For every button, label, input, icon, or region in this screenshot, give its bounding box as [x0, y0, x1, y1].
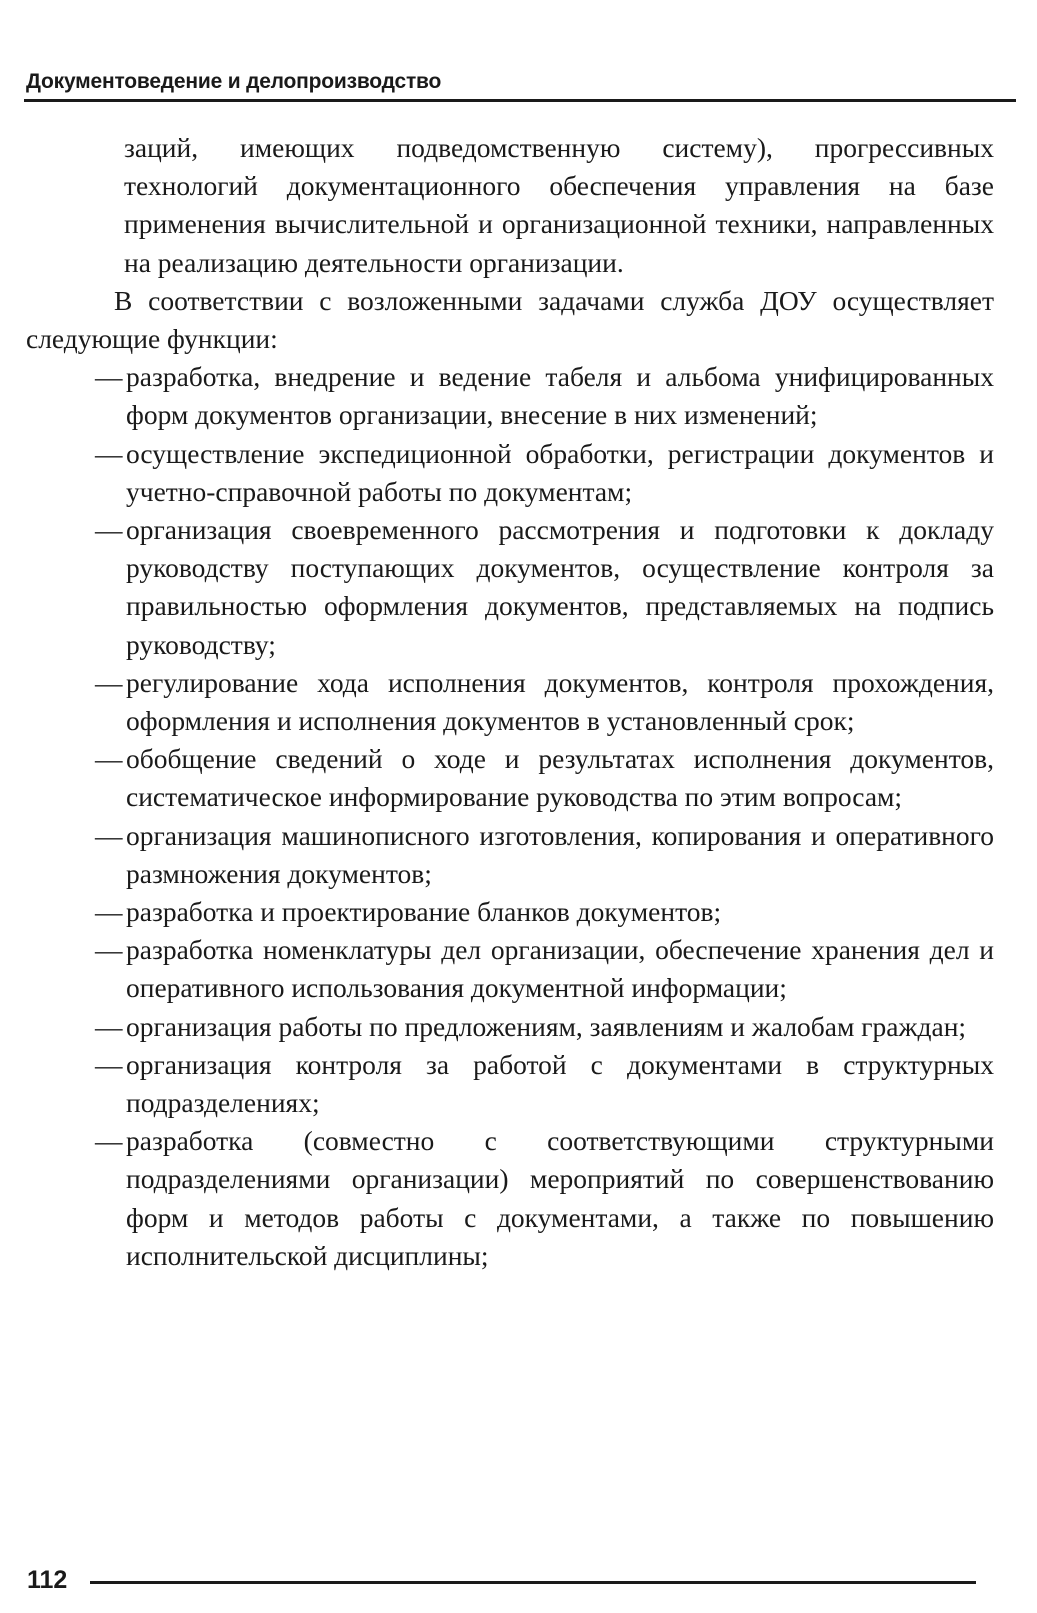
list-dash: —: [95, 514, 123, 546]
list-item: [0, 931, 1037, 1007]
footer-rule: [90, 1581, 976, 1584]
list-item-text: организация контроля за работой с документами в структурных подразделениях;: [126, 1048, 994, 1119]
list-item: [0, 1122, 1037, 1275]
list-item: [0, 664, 1037, 740]
list-dash: —: [95, 743, 123, 775]
list-item: [0, 1046, 1037, 1122]
list-item-text: разработка номенклатуры дел организации, обеспечение хранения дел и оперативного использования документной информации;: [126, 934, 994, 1004]
list-item: [0, 435, 1037, 511]
list-dash: —: [95, 666, 123, 698]
body-text: [0, 129, 1037, 1275]
list-item-text: разработка и проектирование бланков документов;: [126, 896, 722, 928]
continuation-paragraph: заций, имеющих подведомственную систему), прогрессивных технологий документационного обеспечения управления на базе применения вычислительной и организационной техники, направленных на реализацию деятельности организации.: [124, 132, 994, 278]
list-dash: —: [95, 1010, 123, 1042]
list-item-text: разработка, внедрение и ведение табеля и альбома унифицированных форм документов организации, внесение в них изменений;: [126, 361, 994, 431]
list-item: [0, 1008, 1037, 1046]
list-item-text: обобщение сведений о ходе и результатах исполнения документов, систематическое информирование руководства по этим вопросам;: [126, 743, 994, 813]
functions-list: [0, 358, 1037, 1275]
list-dash: —: [95, 361, 123, 393]
running-header: Документоведение и делопроизводство: [26, 70, 442, 93]
list-item: [0, 893, 1037, 931]
list-item-text: осуществление экспедиционной обработки, регистрации документов и учетно-справочной работы по документам;: [126, 437, 994, 507]
list-item-text: регулирование хода исполнения документов, контроля прохождения, оформления и исполнения документов в установленный срок;: [126, 666, 994, 737]
page-number: 112: [27, 1566, 68, 1594]
intro-paragraph: В соответствии с возложенными задачами служба ДОУ осуществляет следующие функции:: [26, 284, 994, 355]
list-item-text: организация машинописного изготовления, копирования и оперативного размножения документов;: [126, 819, 994, 889]
list-dash: —: [95, 1125, 123, 1157]
header-rule: [24, 99, 1016, 102]
list-dash: —: [95, 896, 123, 928]
list-item: [0, 817, 1037, 893]
list-dash: —: [95, 1048, 123, 1080]
list-item: [0, 740, 1037, 816]
list-dash: —: [95, 819, 123, 851]
list-item: [0, 358, 1037, 434]
list-item-text: организация своевременного рассмотрения и подготовки к докладу руководству поступающих документов, осуществление контроля за правильностью оформления документов, представляемых на подпись руководству;: [126, 514, 994, 660]
list-dash: —: [95, 934, 123, 966]
list-item-text: организация работы по предложениям, заявлениям и жалобам граждан;: [126, 1010, 967, 1042]
list-item-text: разработка (совместно с соответствующими структурными подразделениями организации) мероприятий по совершенствованию форм и методов работы с документами, а также по повышению исполнительской дисциплины;: [126, 1125, 994, 1271]
list-dash: —: [95, 437, 123, 469]
list-item: [0, 511, 1037, 664]
